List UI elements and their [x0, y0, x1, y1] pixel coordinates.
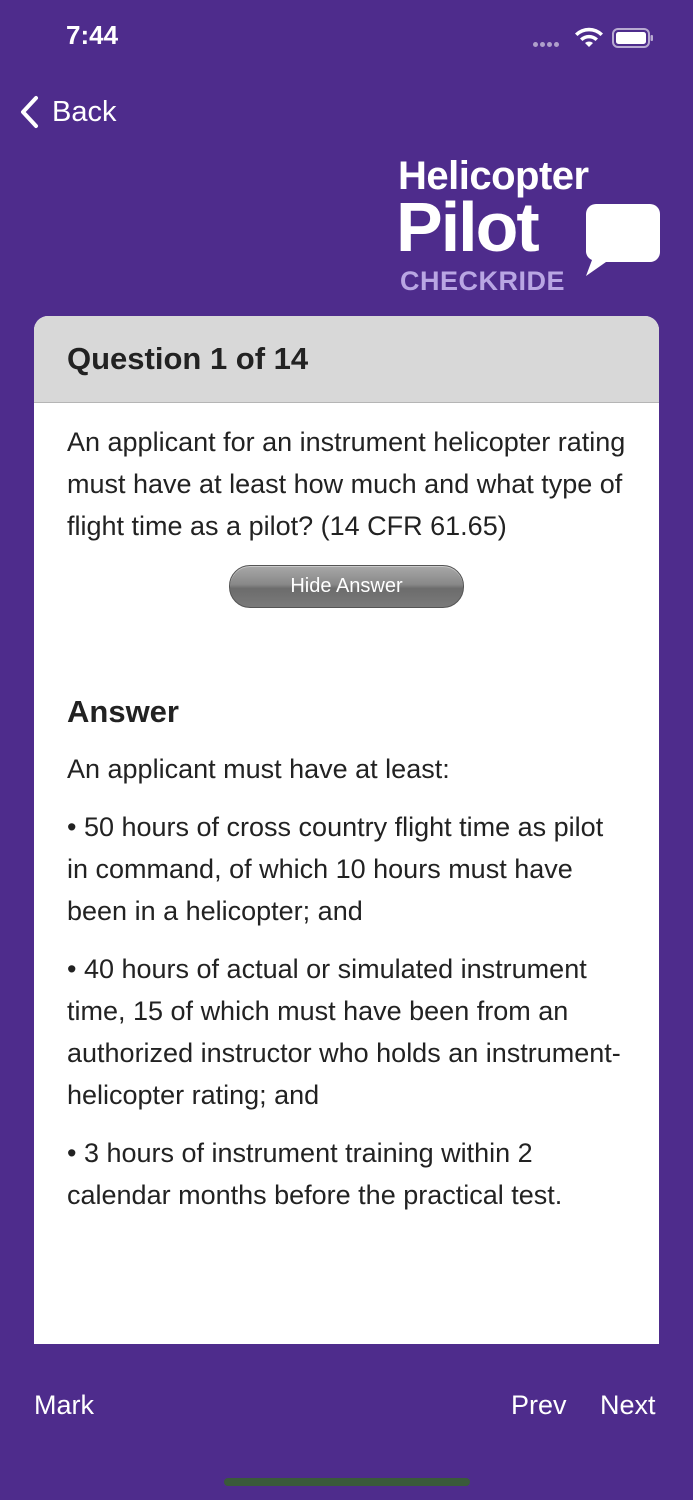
answer-item: • 3 hours of instrument training within 2 calendar months before the practical test. — [67, 1138, 563, 1210]
card-header — [34, 316, 659, 403]
signal-dots-icon — [533, 34, 561, 52]
status-time: 7:44 — [66, 20, 119, 50]
logo-line1: Helicopter — [398, 154, 589, 198]
next-button[interactable]: Next — [600, 1390, 656, 1420]
answer-heading: Answer — [67, 694, 179, 729]
logo-line3: CHECKRIDE — [400, 266, 566, 296]
mark-button[interactable]: Mark — [34, 1390, 94, 1420]
bottom-toolbar — [0, 1344, 693, 1500]
hide-answer-wrap — [67, 565, 626, 608]
answer-intro: An applicant must have at least: — [67, 754, 450, 784]
battery-icon — [612, 28, 654, 48]
status-bar — [0, 0, 693, 80]
chevron-left-icon — [18, 95, 40, 129]
back-button[interactable] — [18, 92, 116, 132]
card-body — [34, 403, 659, 1216]
home-indicator[interactable] — [224, 1478, 470, 1486]
prev-button[interactable]: Prev — [511, 1390, 567, 1420]
app-logo — [398, 154, 663, 299]
hide-answer-button[interactable]: Hide Answer — [229, 565, 464, 608]
answer-item: • 50 hours of cross country flight time as pilot in command, of which 10 hours must have been in a helicopter; and — [67, 812, 604, 926]
wifi-icon — [574, 26, 604, 48]
question-text: An applicant for an instrument helicopter rating must have at least how much and what type of flight time as a pilot? (14 CFR 61.65) — [67, 427, 626, 541]
answer-item: • 40 hours of actual or simulated instrument time, 15 of which must have been from an authorized instructor who holds an instrument-helicopter rating; and — [67, 954, 621, 1110]
speech-bubble-icon — [584, 202, 660, 278]
logo-line2: Pilot — [396, 188, 538, 266]
question-card — [34, 316, 659, 1344]
question-counter: Question 1 of 14 — [67, 341, 309, 376]
back-label: Back — [52, 95, 117, 128]
